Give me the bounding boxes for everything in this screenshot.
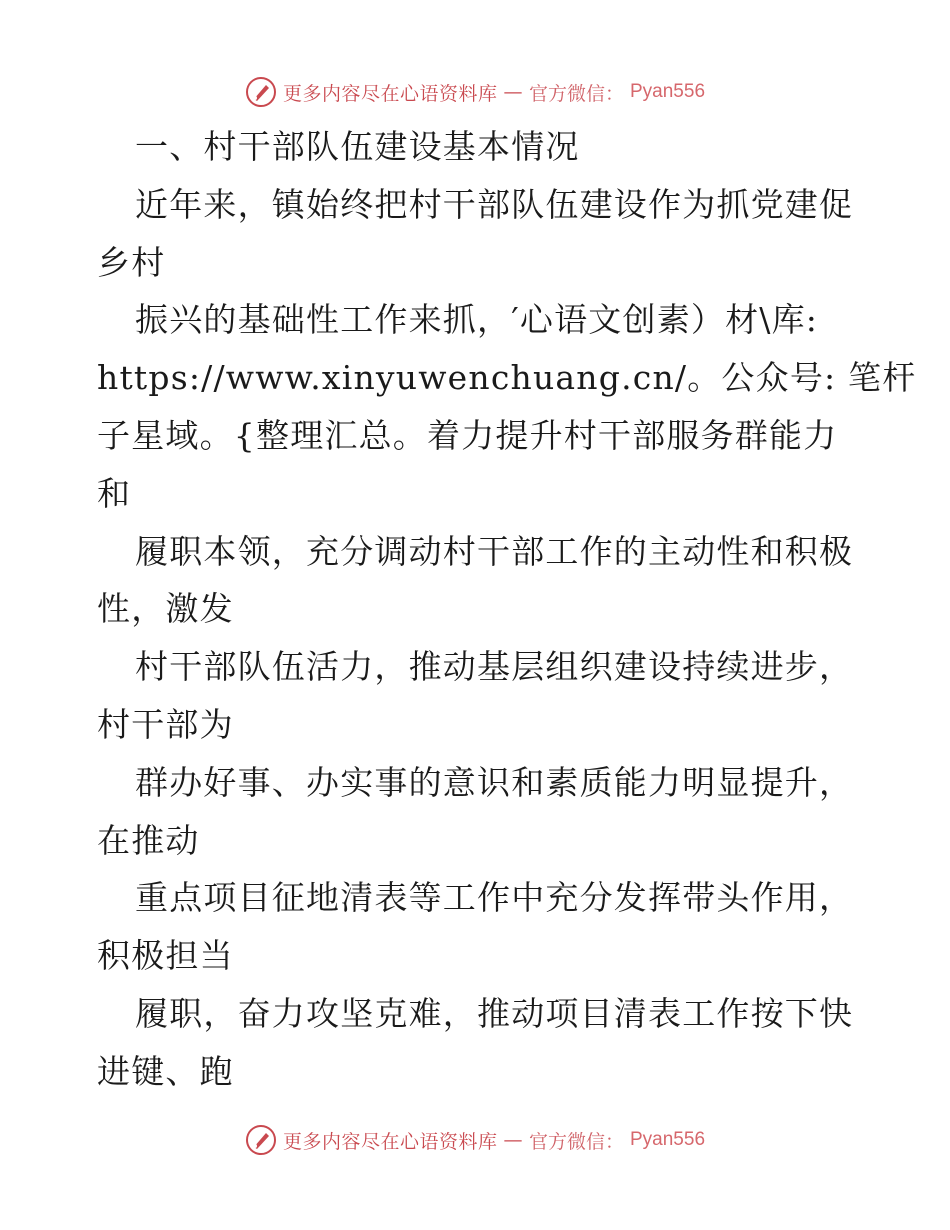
paragraph-line: 子星域。{整理汇总。着力提升村干部服务群能力 — [97, 415, 838, 455]
paragraph-line: 近年来，镇始终把村干部队伍建设作为抓党建促 — [135, 184, 854, 224]
watermark-wechat-label: 官方微信： — [528, 1130, 624, 1153]
paragraph-line: 在推动 — [97, 820, 200, 860]
watermark-wechat-label: 官方微信： — [528, 82, 624, 105]
watermark-wechat-id: Pyan556 — [630, 1129, 706, 1150]
header-watermark — [0, 72, 950, 112]
paragraph-line: 村干部为 — [97, 704, 234, 744]
paragraph-line: 进键、跑 — [97, 1051, 234, 1091]
paragraph-line: 村干部队伍活力，推动基层组织建设持续进步， — [135, 647, 854, 687]
section-heading: 一、村干部队伍建设基本情况 — [135, 127, 580, 166]
watermark-wechat-id: Pyan556 — [630, 81, 706, 102]
paragraph-line: 积极担当 — [97, 936, 234, 976]
paragraph-line: https://www.xinyuwenchuang.cn/。公众号: 笔杆 — [97, 358, 917, 398]
pen-logo-icon — [245, 76, 277, 108]
watermark-text: 更多内容尽在心语资料库 — [282, 82, 498, 105]
paragraph-line: 乡村 — [97, 242, 166, 282]
document-body — [97, 118, 917, 1101]
paragraph-line: 性，激发 — [97, 589, 234, 629]
watermark-dash: — — [503, 81, 523, 103]
paragraph-line: 群办好事、办实事的意识和素质能力明显提升， — [135, 762, 854, 802]
paragraph-line: 振兴的基础性工作来抓，′心语文创素）材\库: — [135, 300, 819, 340]
paragraph-line: 和 — [97, 473, 132, 513]
footer-watermark — [0, 1120, 950, 1160]
paragraph-line: 履职本领，充分调动村干部工作的主动性和积极 — [135, 531, 854, 571]
paragraph-line: 重点项目征地清表等工作中充分发挥带头作用， — [135, 878, 854, 918]
paragraph-line: 履职，奋力攻坚克难，推动项目清表工作按下快 — [135, 993, 854, 1033]
watermark-text: 更多内容尽在心语资料库 — [282, 1130, 498, 1153]
pen-logo-icon — [245, 1124, 277, 1156]
watermark-dash: — — [503, 1129, 523, 1151]
